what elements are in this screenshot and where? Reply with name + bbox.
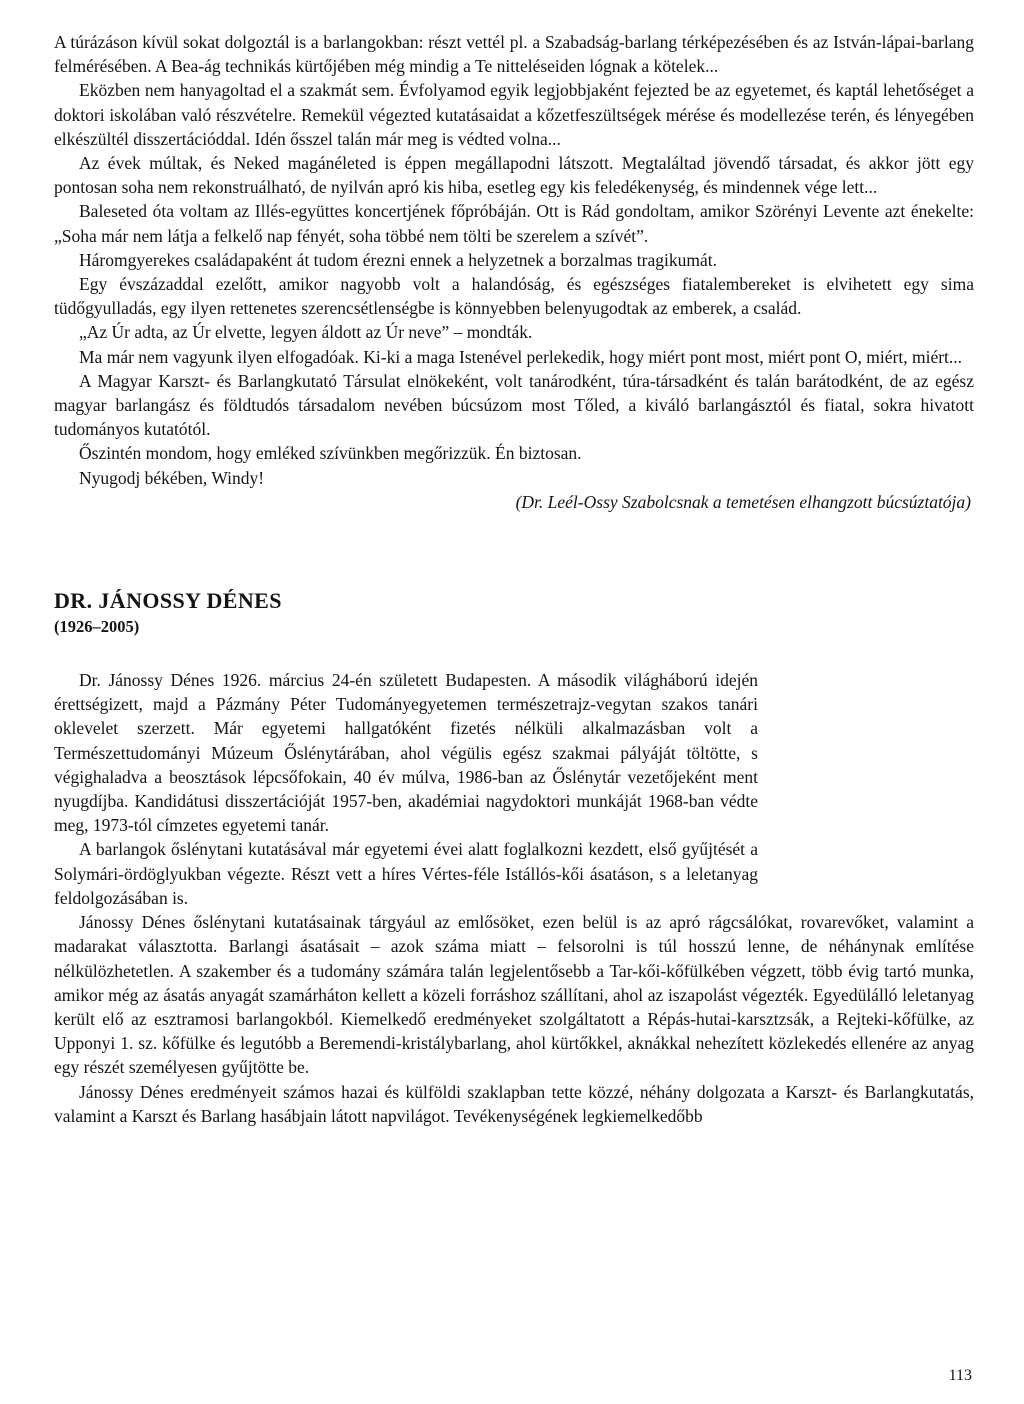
paragraph: A Magyar Karszt- és Barlangkutató Társulat elnökeként, volt tanárodként, túra-társadként és talán barátodként, de az egész magyar barlangász és földtudós társadalom nevében búcsúzom most Tőled, a kiváló barlangásztól és fiatal, sokra hivatott tudományos kutatótól. xyxy=(54,370,974,440)
paragraph: Őszintén mondom, hogy emléked szívünkben megőrizzük. Én biztosan. xyxy=(79,443,582,464)
paragraph: A túrázáson kívül sokat dolgoztál is a barlangokban: részt vettél pl. a Szabadság-barlang térképezésében és az István-lápai-barlang felmérésében. A Bea-ág technikás kürtőjében még mindig a Te nitteléseiden lógnak a kötelek... xyxy=(54,32,974,77)
signature: (Dr. Leél-Ossy Szabolcsnak a temetésen elhangzott búcsúztatója) xyxy=(515,491,971,512)
paragraph: Jánossy Dénes eredményeit számos hazai és külföldi szaklapban tette közzé, néhány dolgozata a Karszt- és Barlangkutatás, valamint a Karszt és Barlang hasábjain látott napvilágot. Tevékenységének legkiemelkedőbb xyxy=(54,1081,974,1126)
paragraph: Háromgyerekes családapaként át tudom érezni ennek a helyzetnek a borzalmas tragikumát. xyxy=(79,249,717,270)
letter-section xyxy=(54,30,974,514)
paragraph: Dr. Jánossy Dénes 1926. március 24-én született Budapesten. A második világháború idején érettségizett, majd a Pázmány Péter Tudományegyetemen természetrajz-vegytan szakos tanári oklevelet szerzett. Már egyetemi hallgatóként fizetés nélküli alkalmazásban volt a Természettudományi Múzeum Őslénytárában, ahol végülis egész szakmai pályáját töltötte, s végighaladva a beosztások lépcsőfokain, 40 év múlva, 1986-ban az Őslénytár vezetőjeként ment nyugdíjba. Kandidátusi disszertációját 1957-ben, akadémiai nagydoktori munkáját 1968-ban védte meg, 1973-tól címzetes egyetemi tanár. xyxy=(54,670,758,836)
paragraph: Nyugodj békében, Windy! xyxy=(79,467,265,488)
paragraph: A barlangok őslénytani kutatásával már egyetemi évei alatt foglalkozni kezdett, első gyűjtését a Solymári-ördöglyukban végezte. Részt vett a híres Vértes-féle Istállós-kői ásatáson, s a leletanyag feldolgozásában is. xyxy=(54,839,758,908)
paragraph: Az évek múltak, és Neked magánéleted is éppen megállapodni látszott. Megtaláltad jövendő társadat, és akkor jött egy pontosan soha nem rekonstruálható, de nyilván apró kis hiba, esetleg egy kis feledékenység, és mindennek vége lett... xyxy=(54,153,974,198)
paragraph: Ma már nem vagyunk ilyen elfogadóak. Ki-ki a maga Istenével perlekedik, hogy miért pont most, miért pont O, miért, miért... xyxy=(79,346,963,367)
obituary-dates: (1926–2005) xyxy=(54,617,140,637)
paragraph: Egy évszázaddal ezelőtt, amikor nagyobb volt a halandóság, és egészséges fiatalembereket is elvihetett egy sima tüdőgyulladás, egy ilyen rettenetes szerencsétlenségbe is könnyebben belenyugodtak az emberek, a család. xyxy=(54,274,974,319)
page-content xyxy=(54,30,974,1128)
paragraph: „Az Úr adta, az Úr elvette, legyen áldott az Úr neve” – mondták. xyxy=(79,322,533,343)
obituary-narrow-column xyxy=(54,668,758,910)
paragraph: Jánossy Dénes őslénytani kutatásainak tárgyául az emlősöket, ezen belül is az apró rágcsálókat, rovarevőket, valamint a madarakat választotta. Barlangi ásatásait – azok száma miatt – felsorolni is túl hosszú lenne, de néhánynak említése nélkülözhetetlen. A szakember és a tudomány számára talán legjelentősebb a Tar-kői-kőfülkében végzett, több évig tartó munka, amikor még az ásatás anyagát szamárháton kellett a közeli forráshoz szállítani, ahol az iszapolást végezték. Egyedülálló leletanyag került elő az esztramosi barlangokból. Kiemelkedő eredményeket szolgáltatott a Répás-hutai-karsztzsák, a Rejteki-kőfülke, az Upponyi 1. sz. kőfülke és legutóbb a Beremendi-kristálybarlang, ahol kürtőkkel, aknákkal nehezített közlekedés ellenére az anyag egy részét személyesen gyűjtötte be. xyxy=(54,912,974,1078)
paragraph: Eközben nem hanyagoltad el a szakmát sem. Évfolyamod egyik legjobbjaként fejezted be az egyetemet, és kaptál lehetőséget a doktori iskolában való részvételre. Remekül végezted kutatásaidat a kőzetfeszültségek mérése és modellezése terén, és lényegében elkészültél disszertációddal. Idén ősszel talán már meg is védted volna... xyxy=(54,80,974,149)
obituary-title: DR. JÁNOSSY DÉNES xyxy=(54,588,282,614)
page-number: 113 xyxy=(948,1367,972,1384)
obituary-wide-column xyxy=(54,910,974,1128)
paragraph: Baleseted óta voltam az Illés-együttes koncertjének főpróbáján. Ott is Rád gondoltam, amikor Szörényi Levente azt énekelte: „Soha már nem látja a felkelő nap fényét, soha többé nem tölti be szerelem a szívét”. xyxy=(54,201,974,246)
obituary-section xyxy=(54,586,974,1128)
